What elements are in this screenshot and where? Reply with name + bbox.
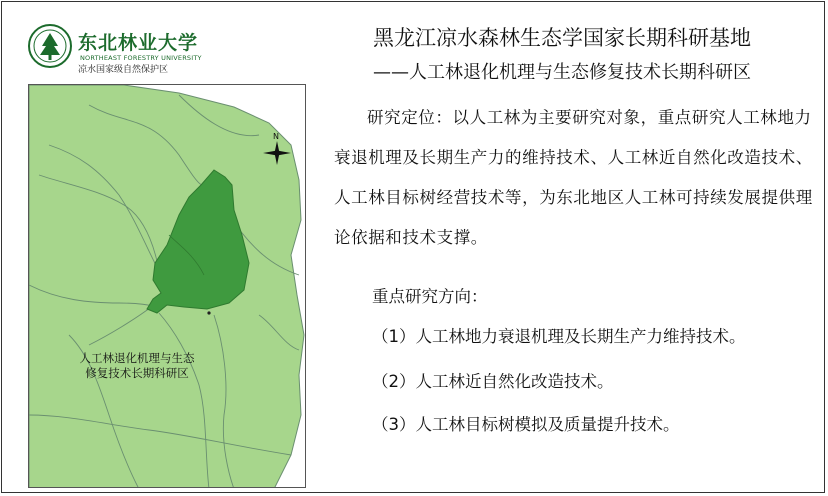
reserve-name: 凉水国家级自然保护区 <box>78 65 169 75</box>
map-label-line2: 修复技术长期科研区 <box>85 366 189 380</box>
site-map <box>28 84 306 488</box>
page-title: 黑龙江凉水森林生态学国家长期科研基地 <box>373 26 751 50</box>
research-direction-item: （2）人工林近自然化改造技术。 <box>372 372 614 391</box>
university-name-en: NORTHEAST FORESTRY UNIVERSITY <box>80 54 202 62</box>
research-direction-item: （3）人工林目标树模拟及质量提升技术。 <box>372 415 680 434</box>
research-positioning-paragraph: 研究定位：以人工林为主要研究对象，重点研究人工林地力衰退机理及长期生产力的维持技术、人工林近自然化改造技术、人工林目标树经营技术等，为东北地区人工林可持续发展提供理论依据和技术支撑。 <box>334 108 813 247</box>
university-seal-icon <box>28 24 72 68</box>
compass-letter: N <box>273 132 279 141</box>
research-direction-item: （1）人工林地力衰退机理及长期生产力维持技术。 <box>372 327 746 346</box>
university-logo <box>28 22 202 82</box>
research-directions-heading: 重点研究方向： <box>372 287 488 306</box>
north-arrow-icon <box>257 131 297 173</box>
map-area-label <box>47 351 227 381</box>
page-subtitle: ——人工林退化机理与生态修复技术长期科研区 <box>373 62 751 83</box>
map-label-line1: 人工林退化机理与生态 <box>79 351 195 365</box>
university-name-cn: 东北林业大学 <box>78 32 199 54</box>
slide-frame <box>1 1 825 493</box>
